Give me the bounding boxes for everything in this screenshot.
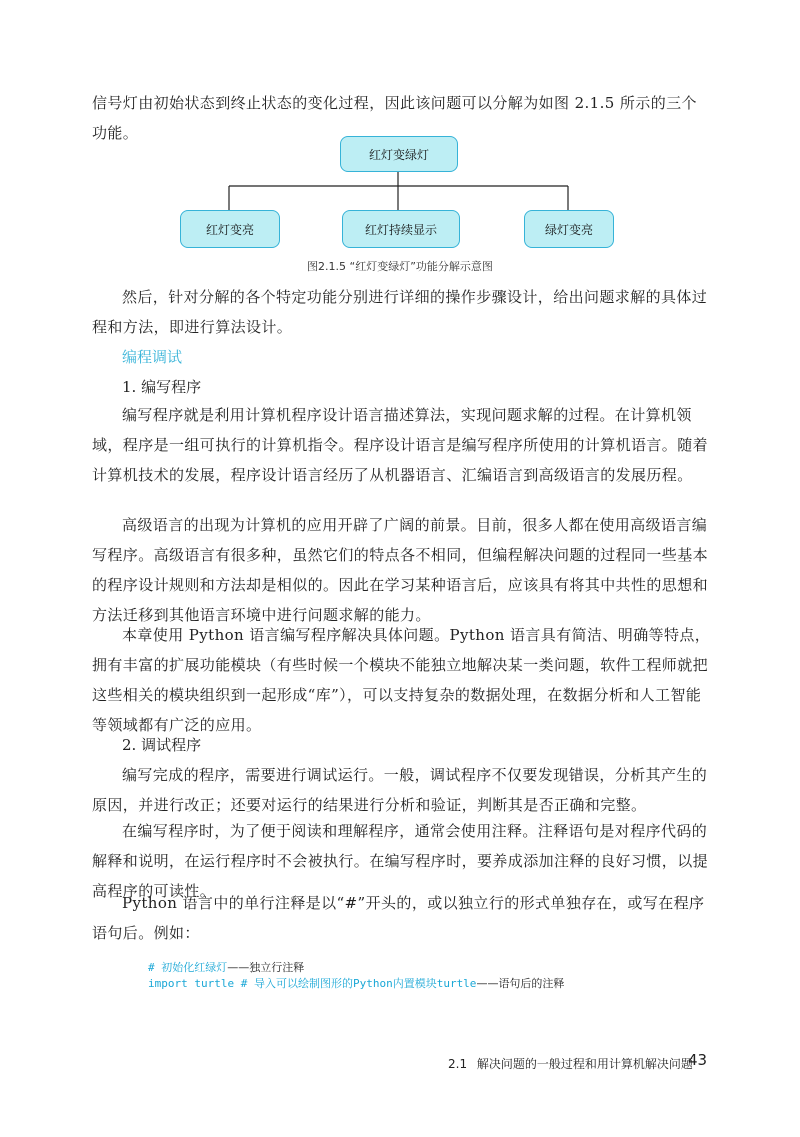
- paragraph-write-program: 编写程序就是利用计算机程序设计语言描述算法，实现问题求解的过程。在计算机领域，程序是一组可执行的计算机指令。程序设计语言是编写程序所使用的计算机语言。随着计算机技术的发展，程序设计语言经历了从机器语言、汇编语言到高级语言的发展历程。: [92, 406, 709, 484]
- code-example-line-1: [148, 960, 304, 976]
- intro-paragraph: 信号灯由初始状态到终止状态的变化过程，因此该问题可以分解为如图 2.1.5 所示的三个功能。: [92, 94, 697, 142]
- node-root: 红灯变绿灯: [340, 136, 458, 172]
- paragraph-debugging: 编写完成的程序，需要进行调试运行。一般，调试程序不仅要发现错误，分析其产生的原因，并进行改正；还要对运行的结果进行分析和验证，判断其是否正确和完整。: [92, 766, 708, 814]
- figure-caption: 图2.1.5 “红灯变绿灯”功能分解示意图: [307, 260, 493, 273]
- paragraph-high-level-language: 高级语言的出现为计算机的应用开辟了广阔的前景。目前，很多人都在使用高级语言编写程序。高级语言有很多种，虽然它们的特点各不相同，但编程解决问题的过程同一些基本的程序设计规则和方法却是相似的。因此在学习某种语言后，应该具有将其中共性的思想和方法迁移到其他语言环境中进行问题求解的能力。: [92, 516, 709, 624]
- code-annotation: ——语句后的注释: [476, 977, 565, 990]
- code-statement: import turtle: [148, 977, 235, 990]
- section-title: 编程调试: [122, 348, 183, 366]
- code-example-line-2: [148, 976, 564, 992]
- code-comment: # 导入可以绘制图形的Python内置模块turtle: [234, 977, 477, 990]
- code-annotation: ——独立行注释: [227, 961, 305, 974]
- paragraph-python-intro: 本章使用 Python 语言编写程序解决具体问题。Python 语言具有简洁、明确等特点，拥有丰富的扩展功能模块（有些时候一个模块不能独立地解决某一类问题，软件工程师就把这些相关的模块组织到一起形成“库”），可以支持复杂的数据处理，在数据分析和人工智能等领域都有广泛的应用。: [92, 626, 711, 734]
- paragraph-single-line-comment: Python 语言中的单行注释是以“#”开头的，或以独立行的形式单独存在，或写在程序语句后。例如：: [92, 894, 705, 942]
- footer-section-title: 解决问题的一般过程和用计算机解决问题: [476, 1057, 693, 1071]
- subheading-write-program: 1. 编写程序: [122, 378, 202, 396]
- footer-section-number: 2.1: [448, 1057, 468, 1071]
- node-green-light-on: 绿灯变亮: [524, 210, 614, 248]
- node-red-light-steady: 红灯持续显示: [342, 210, 460, 248]
- node-red-light-on: 红灯变亮: [180, 210, 280, 248]
- page-number: 43: [688, 1051, 708, 1069]
- paragraph-comments: 在编写程序时，为了便于阅读和理解程序，通常会使用注释。注释语句是对程序代码的解释和说明，在运行程序时不会被执行。在编写程序时，要养成添加注释的良好习惯，以提高程序的可读性。: [92, 822, 709, 900]
- code-comment: # 初始化红绿灯: [148, 961, 228, 974]
- running-footer: [448, 1055, 693, 1072]
- paragraph-algorithm-design: 然后，针对分解的各个特定功能分别进行详细的操作步骤设计，给出问题求解的具体过程和方法，即进行算法设计。: [92, 288, 708, 336]
- subheading-debug-program: 2. 调试程序: [122, 736, 202, 754]
